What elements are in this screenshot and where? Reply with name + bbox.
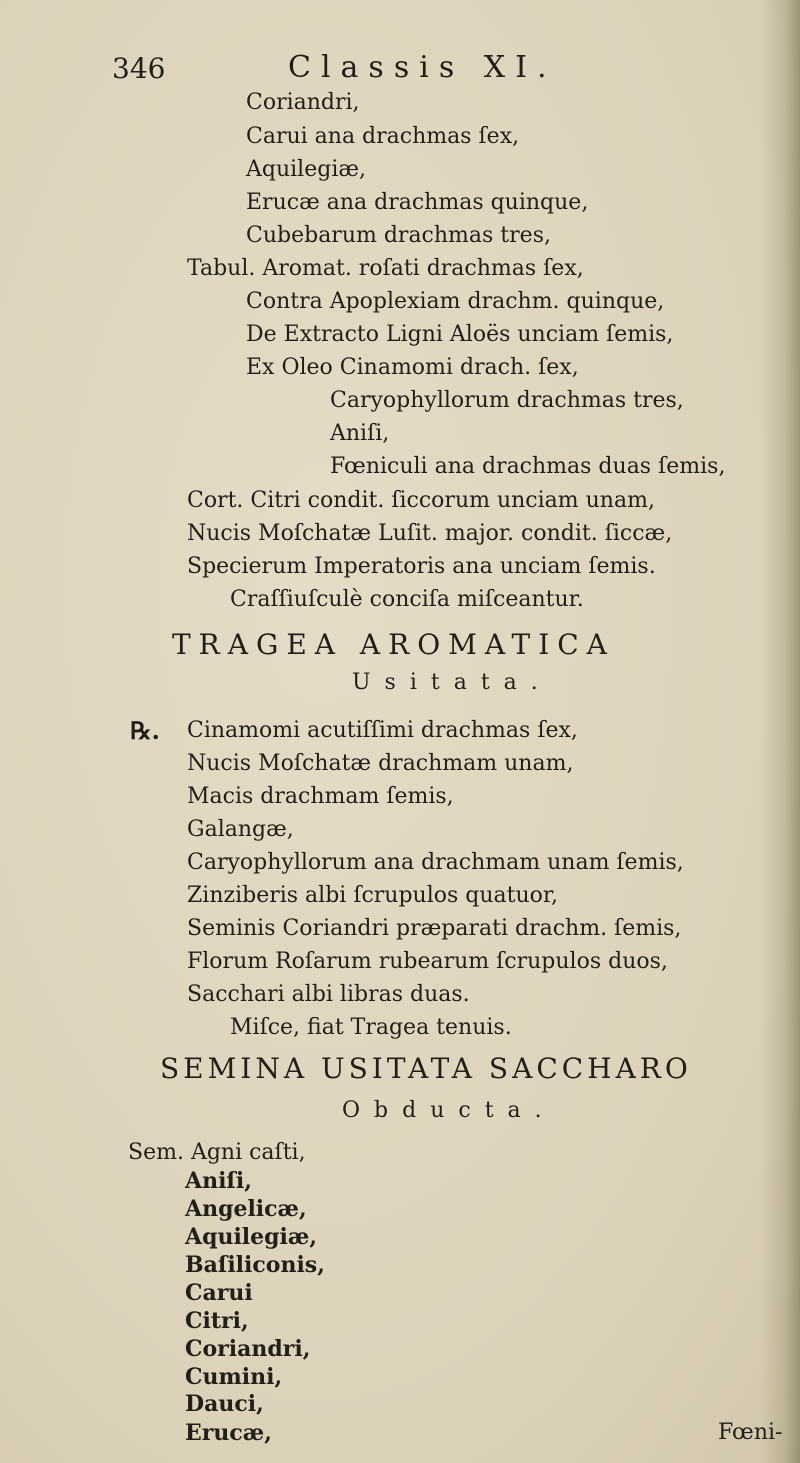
text-line: Macis drachmam ſemis, [187, 784, 454, 809]
text-line: Sacchari albi libras duas. [187, 982, 470, 1007]
text-line: Sem. Agni caſti, [128, 1140, 306, 1165]
text-line: Coriandri, [246, 90, 360, 115]
text-line: Cumini, [185, 1364, 283, 1390]
section-title: TRAGEA AROMATICA [172, 628, 615, 661]
text-line: Florum Roſarum rubearum ſcrupulos duos, [187, 949, 668, 974]
text-line: Erucæ ana drachmas quinque, [246, 190, 589, 215]
text-line: Citri, [185, 1308, 249, 1334]
text-line: Erucæ, [185, 1420, 272, 1446]
text-line: Carui ana drachmas ſex, [246, 124, 520, 149]
text-line: Nucis Moſchatæ Luſit. major. condit. ſiccæ, [187, 521, 673, 546]
text-line: Nucis Moſchatæ drachmam unam, [187, 751, 574, 776]
text-line: Zinziberis albi ſcrupulos quatuor, [187, 883, 559, 908]
text-line: Aquilegiæ, [246, 157, 367, 182]
text-line: Baſiliconis, [185, 1252, 325, 1278]
text-line: Coriandri, [185, 1336, 311, 1362]
text-line: De Extracto Ligni Aloës unciam ſemis, [246, 322, 674, 347]
text-line: Cinamomi acutiſſimi drachmas ſex, [187, 718, 578, 743]
text-line: Cubebarum drachmas tres, [246, 223, 551, 248]
page-number: 346 [112, 52, 166, 85]
text-line: Tabul. Aromat. roſati drachmas ſex, [187, 256, 584, 281]
text-line: Ex Oleo Cinamomi drach. ſex, [246, 355, 579, 380]
recipe-symbol: ℞. [130, 716, 160, 745]
text-line: Galangæ, [187, 817, 294, 842]
text-line: Aniſi, [185, 1168, 252, 1194]
text-line: Dauci, [185, 1391, 264, 1417]
text-line: Angelicæ, [185, 1196, 307, 1222]
text-line: Contra Apoplexiam drachm. quinque, [246, 289, 665, 314]
running-head: Classis XI. [288, 50, 557, 85]
text-line: Miſce, fiat Tragea tenuis. [230, 1015, 512, 1040]
text-line: Seminis Coriandri præparati drachm. ſemis, [187, 916, 682, 941]
text-line: Aniſi, [330, 421, 390, 446]
text-line: Specierum Imperatoris ana unciam ſemis. [187, 554, 656, 579]
text-line: Caryophyllorum drachmas tres, [330, 388, 684, 413]
text-line: Cort. Citri condit. ſiccorum unciam unam, [187, 488, 655, 513]
section-subtitle: Usitata. [352, 670, 552, 695]
section-subtitle: Obducta. [342, 1098, 556, 1123]
text-line: Carui [185, 1280, 253, 1306]
section-title: SEMINA USITATA SACCHARO [160, 1052, 692, 1085]
text-line: Caryophyllorum ana drachmam unam ſemis, [187, 850, 684, 875]
text-line: Fœniculi ana drachmas duas ſemis, [330, 454, 726, 479]
text-line: Aquilegiæ, [185, 1224, 318, 1250]
catchword: Fœni- [718, 1420, 783, 1445]
text-line: Craſſiuſculè conciſa miſceantur. [230, 587, 584, 612]
